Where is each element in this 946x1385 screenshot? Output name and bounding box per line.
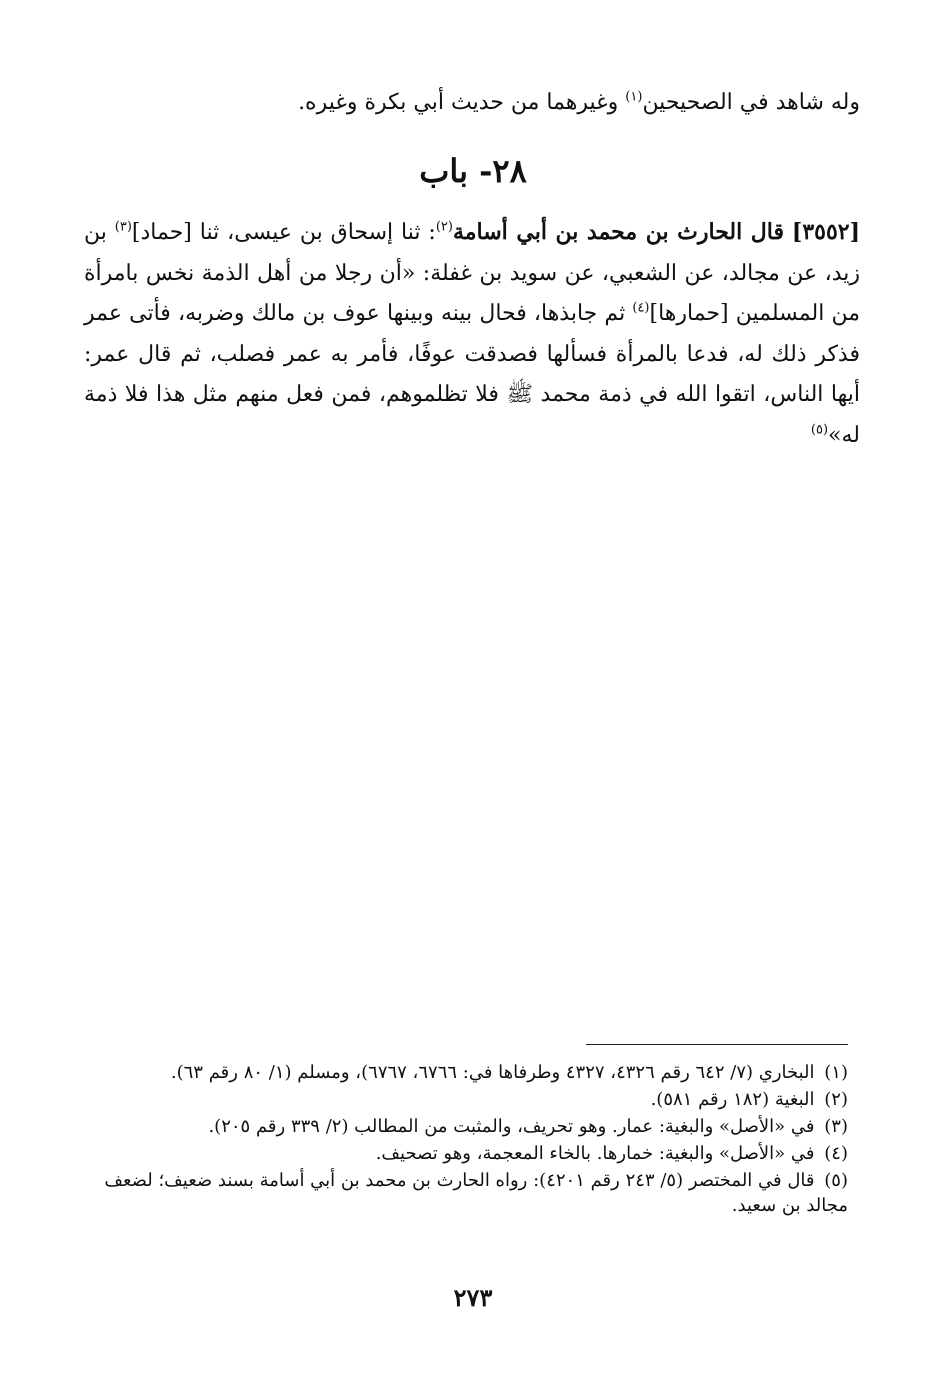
footnote-text: البخاري (٧/ ٦٤٢ رقم ٤٣٢٦، ٤٣٢٧ وطرفاها في: ٦٧٦٦، ٦٧٦٧)، ومسلم (١/ ٨٠ رقم ٦٣). (170, 1062, 815, 1083)
footnote-1 (78, 1060, 848, 1085)
footnote-number: (٣) (824, 1116, 848, 1137)
footnote-ref-3[interactable]: (٣) (114, 219, 132, 235)
footnote-ref-5[interactable]: (٥) (810, 422, 829, 438)
footnote-number: (٤) (824, 1143, 848, 1164)
intro-paragraph (80, 84, 860, 122)
footnote-4 (78, 1141, 848, 1166)
footnote-ref-2[interactable]: (٢) (435, 219, 453, 235)
chapter-heading: ٢٨- باب (419, 152, 527, 190)
footnote-text: في «الأصل» والبغية: عمار. وهو تحريف، والمثبت من المطالب (٢/ ٣٣٩ رقم ٢٠٥). (208, 1116, 815, 1137)
footnote-5 (78, 1168, 848, 1218)
footnote-text: قال في المختصر (٥/ ٢٤٣ رقم ٤٢٠١): رواه الحارث بن محمد بن أبي أسامة بسند ضعيف؛ لضعف مجالد بن سعيد. (104, 1170, 848, 1216)
page-number: ٢٧٣ (453, 1283, 493, 1312)
intro-text: وله شاهد في الصحيحين (642, 90, 860, 115)
hadith-text-1: : ثنا إسحاق بن عيسى، ثنا [حماد] (131, 220, 436, 245)
footnote-number: (٢) (824, 1089, 848, 1110)
footnote-separator (586, 1044, 848, 1045)
hadith-text-3: ثم جابذها، فحال بينه وبينها عوف بن مالك وضربه، فأتى عمر فذكر ذلك له، فدعا بالمرأة فسألها فصدقت عوفًا، فأمر به عمر فصلب، ثم قال عمر: أيها الناس، اتقوا الله في ذمة محمد ﷺ فلا تظلموهم، فمن فعل منهم مثل هذا فلا ذمة له» (84, 301, 860, 448)
footnote-text: في «الأصل» والبغية: خمارها. بالخاء المعجمة، وهو تصحيف. (375, 1143, 815, 1164)
footnotes (78, 1060, 848, 1220)
footnote-2 (78, 1087, 848, 1112)
hadith-narrator: قال الحارث بن محمد بن أبي أسامة (452, 219, 784, 245)
hadith-number: [٣٥٥٢] (791, 219, 860, 245)
hadith-paragraph (84, 212, 860, 456)
footnote-text: البغية (١٨٢ رقم ٥٨١). (650, 1089, 815, 1110)
footnote-number: (٥) (824, 1170, 848, 1191)
footnote-3 (78, 1114, 848, 1139)
footnote-ref-1[interactable]: (١) (625, 89, 643, 105)
footnote-ref-4[interactable]: (٤) (632, 300, 650, 316)
footnote-number: (١) (824, 1062, 848, 1083)
hadith-text-2: بن زيد، عن مجالد، عن الشعبي، عن سويد بن غفلة: «أن رجلا من أهل الذمة نخس بامرأة من المسلمين [حمارها] (84, 220, 861, 326)
intro-text-end: وغيرهما من حديث أبي بكرة وغيره. (298, 90, 626, 115)
